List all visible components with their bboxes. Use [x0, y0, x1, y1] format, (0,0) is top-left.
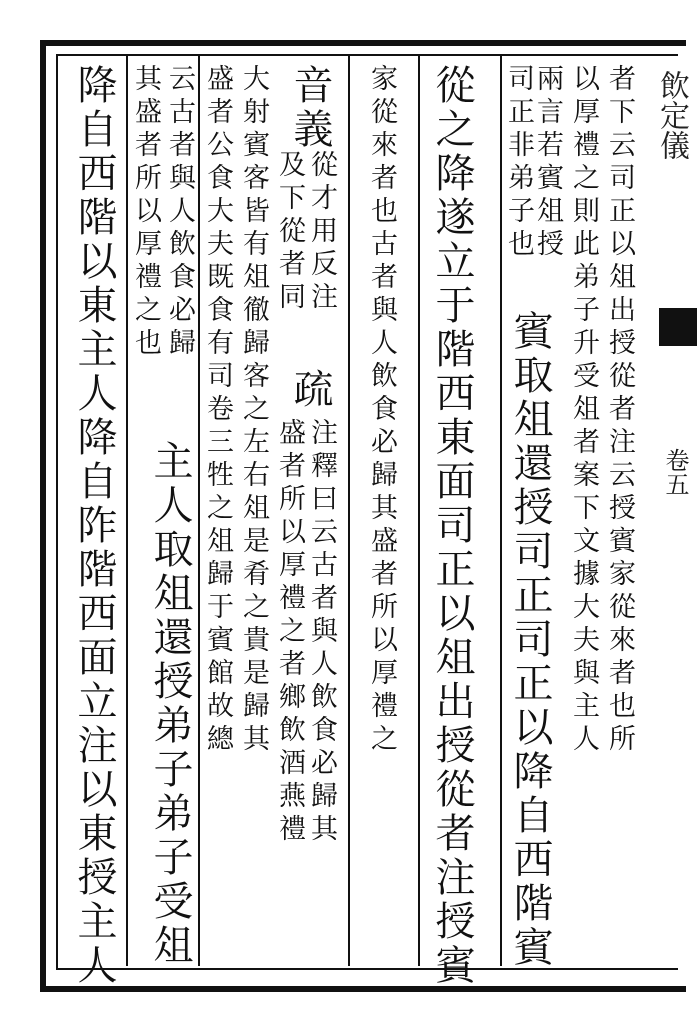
text-column-main: 降自西階以東主人降自阼階西面立注以東授主人: [71, 64, 117, 988]
column-divider: [418, 56, 420, 966]
text-column: 注釋曰云古者與人飲食必歸其: [306, 418, 337, 847]
text-column: 盛者公食大夫既食有司卷三牲之俎歸于賓館故總: [202, 64, 233, 757]
text-column-main: 賓取俎還授司正司正以降自西階賓: [507, 310, 553, 970]
section-heading: 音義: [287, 64, 333, 152]
column-divider: [198, 56, 200, 966]
text-column: 家從來者也古者與人飲食必歸其盛者所以厚禮之: [366, 64, 397, 757]
text-column-main: 從之降遂立于階西東面司正以俎出授從者注授賓: [429, 64, 475, 988]
text-column: 盛者所以厚禮之者鄉飲酒燕禮: [274, 418, 305, 847]
text-column: 兩言若賓俎授: [532, 64, 563, 262]
section-heading: 疏: [287, 368, 333, 412]
text-column: 大射賓客皆有俎徹歸客之左右俎是肴之貴是歸其: [238, 64, 269, 757]
text-column: 者下云司正以俎出授從者注云授賓家從來者也所: [604, 64, 635, 757]
column-divider: [348, 56, 350, 966]
text-column: 云古者與人飲食必歸: [164, 64, 195, 361]
column-divider: [126, 56, 128, 966]
margin-title: 飲定儀: [654, 70, 689, 160]
text-column-main: 主人取俎還授弟子弟子受俎: [147, 440, 193, 968]
text-column: 從才用反注: [306, 150, 337, 315]
volume-label: 卷五: [661, 448, 689, 496]
text-column: 其盛者所以厚禮之也: [130, 64, 161, 361]
text-column: 司正非弟子也: [503, 64, 534, 262]
fish-tail-mark: [659, 308, 697, 346]
text-column: 及下從者同: [274, 150, 305, 315]
column-divider: [500, 56, 502, 966]
text-column: 以厚禮之則此弟子升受俎者案下文據大夫與主人: [568, 64, 599, 757]
